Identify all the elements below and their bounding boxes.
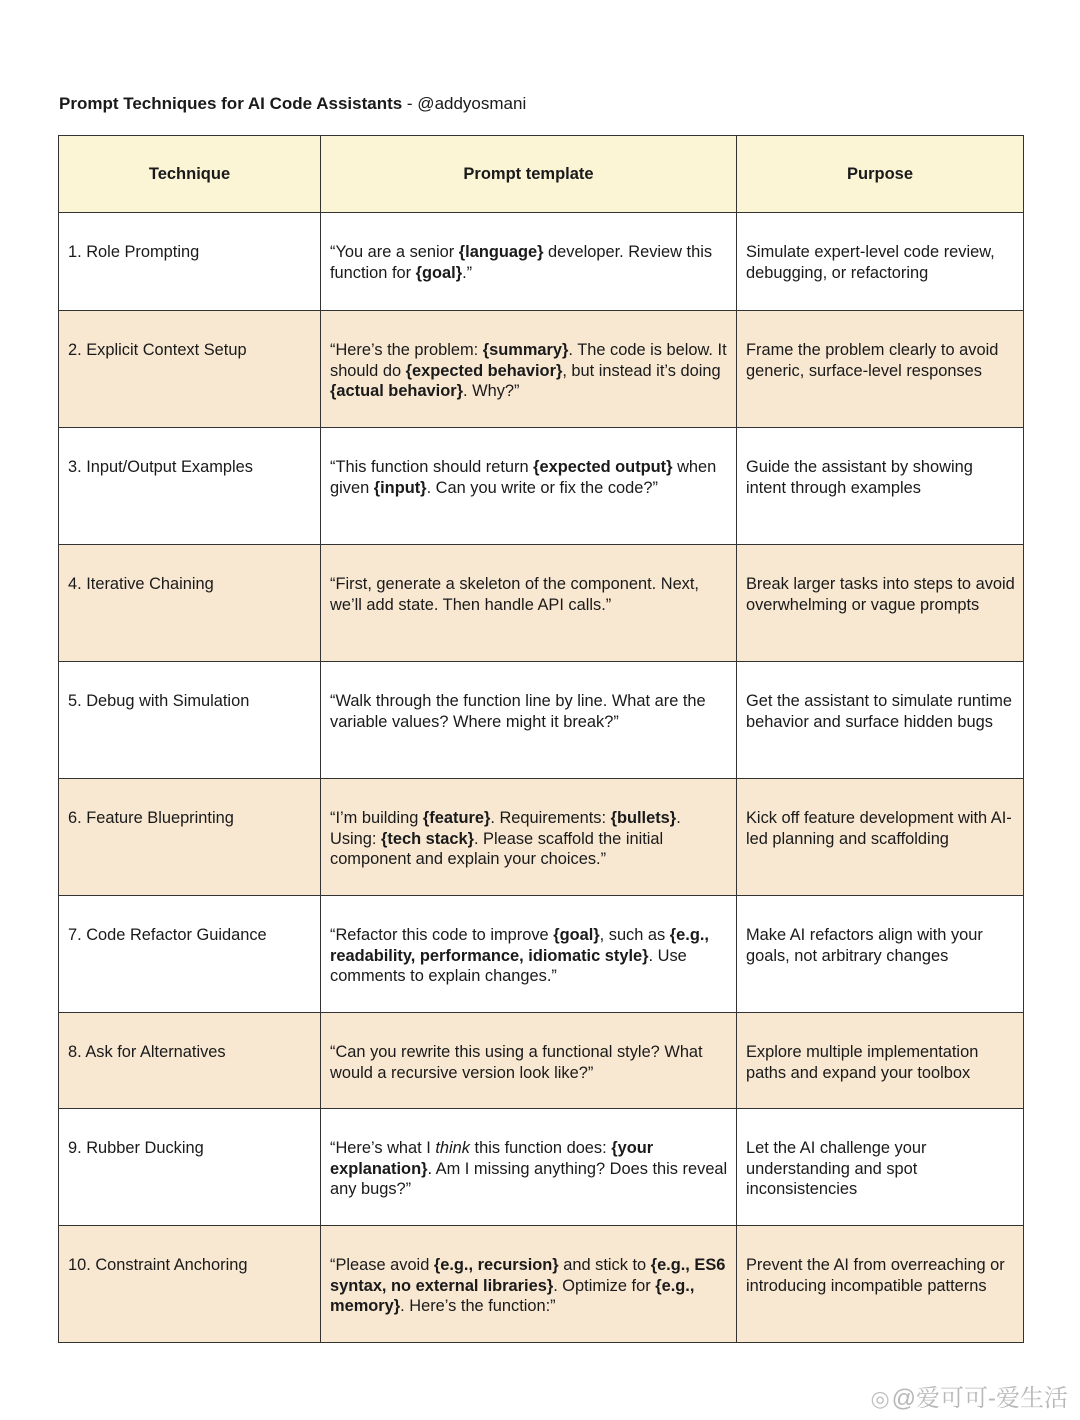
prompt-template-cell bbox=[321, 1226, 737, 1343]
template-text: . Optimize for bbox=[553, 1276, 656, 1295]
purpose-cell: Let the AI challenge your understanding and spot inconsistencies bbox=[737, 1109, 1024, 1226]
placeholder-text: {e.g., ES6 syntax, no external libraries} bbox=[330, 1256, 726, 1295]
template-text: “This function should return bbox=[330, 458, 534, 476]
prompt-template-cell bbox=[321, 428, 737, 545]
template-text: . Am I missing anything? Does this reveal any bugs?” bbox=[330, 1159, 728, 1198]
placeholder-text: {feature} bbox=[422, 809, 491, 827]
header-prompt-template: Prompt template bbox=[321, 136, 737, 213]
table-row bbox=[59, 1109, 1024, 1226]
table-row bbox=[59, 428, 1024, 545]
template-text: , but instead it’s doing bbox=[562, 361, 721, 380]
technique-cell: 1. Role Prompting bbox=[59, 213, 321, 311]
prompt-template-cell bbox=[321, 311, 737, 428]
technique-cell: 10. Constraint Anchoring bbox=[59, 1226, 321, 1343]
technique-cell: 3. Input/Output Examples bbox=[59, 428, 321, 545]
placeholder-text: {goal} bbox=[553, 926, 600, 944]
technique-cell: 2. Explicit Context Setup bbox=[59, 311, 321, 428]
technique-cell: 5. Debug with Simulation bbox=[59, 662, 321, 779]
placeholder-text: {e.g., memory} bbox=[330, 1276, 695, 1315]
purpose-cell: Explore multiple implementation paths and expand your toolbox bbox=[737, 1013, 1024, 1109]
table-row bbox=[59, 213, 1024, 311]
technique-cell: 6. Feature Blueprinting bbox=[59, 779, 321, 896]
placeholder-text: {expected behavior} bbox=[405, 361, 563, 380]
template-text: developer. Review this function for bbox=[330, 243, 713, 282]
template-text: . Requirements: bbox=[490, 809, 611, 827]
placeholder-text: {summary} bbox=[482, 341, 569, 359]
template-text: “Here’s what I bbox=[330, 1139, 436, 1157]
placeholder-text: {your explanation} bbox=[330, 1139, 654, 1178]
placeholder-text: {goal} bbox=[415, 263, 463, 282]
template-text: this function does: bbox=[470, 1139, 612, 1157]
template-text: . Can you write or fix the code?” bbox=[426, 478, 658, 497]
header-technique: Technique bbox=[59, 136, 321, 213]
template-text: . Why?” bbox=[463, 382, 520, 400]
table-row bbox=[59, 896, 1024, 1013]
technique-cell: 7. Code Refactor Guidance bbox=[59, 896, 321, 1013]
template-text: “Walk through the function line by line. What are the variable values? Where might it break?” bbox=[330, 692, 706, 731]
template-text: “I’m building bbox=[330, 809, 423, 827]
table-body bbox=[59, 213, 1024, 1343]
technique-cell: 4. Iterative Chaining bbox=[59, 545, 321, 662]
purpose-cell: Kick off feature development with AI-led planning and scaffolding bbox=[737, 779, 1024, 896]
title-suffix: - @addyosmani bbox=[402, 94, 527, 113]
template-text: “You are a senior bbox=[330, 243, 459, 261]
watermark-text: @爱可可-爱生活 bbox=[891, 1385, 1068, 1412]
template-text: “First, generate a skeleton of the component. Next, we’ll add state. Then handle API calls.” bbox=[330, 575, 699, 614]
placeholder-text: {language} bbox=[458, 243, 544, 261]
template-text: . The code is below. It should do bbox=[330, 341, 727, 380]
purpose-cell: Get the assistant to simulate runtime behavior and surface hidden bugs bbox=[737, 662, 1024, 779]
prompt-template-cell bbox=[321, 213, 737, 311]
purpose-cell: Prevent the AI from overreaching or introducing incompatible patterns bbox=[737, 1226, 1024, 1343]
placeholder-text: {expected output} bbox=[533, 458, 673, 476]
placeholder-text: {input} bbox=[373, 478, 427, 497]
table-header-row bbox=[59, 136, 1024, 213]
template-text: “Please avoid bbox=[330, 1256, 434, 1274]
purpose-cell: Frame the problem clearly to avoid generic, surface-level responses bbox=[737, 311, 1024, 428]
template-text: , such as bbox=[599, 926, 670, 944]
prompt-template-cell bbox=[321, 896, 737, 1013]
technique-cell: 8. Ask for Alternatives bbox=[59, 1013, 321, 1109]
document-title bbox=[59, 94, 526, 114]
title-bold: Prompt Techniques for AI Code Assistants bbox=[59, 94, 403, 113]
prompt-template-cell bbox=[321, 1109, 737, 1226]
emphasis-text: think bbox=[435, 1139, 470, 1157]
template-text: “Can you rewrite this using a functional style? What would a recursive version look like?” bbox=[330, 1043, 703, 1082]
template-text: and stick to bbox=[558, 1256, 651, 1274]
table-row bbox=[59, 545, 1024, 662]
template-text: . Here’s the function:” bbox=[400, 1297, 556, 1315]
template-text: .” bbox=[462, 263, 473, 282]
technique-cell: 9. Rubber Ducking bbox=[59, 1109, 321, 1226]
table-row bbox=[59, 1226, 1024, 1343]
table-row bbox=[59, 662, 1024, 779]
template-text: “Here’s the problem: bbox=[330, 341, 483, 359]
header-purpose: Purpose bbox=[737, 136, 1024, 213]
placeholder-text: {e.g., recursion} bbox=[433, 1256, 559, 1274]
prompt-template-cell bbox=[321, 662, 737, 779]
template-text: “Refactor this code to improve bbox=[330, 926, 554, 944]
placeholder-text: {tech stack} bbox=[381, 829, 474, 848]
purpose-cell: Guide the assistant by showing intent through examples bbox=[737, 428, 1024, 545]
template-text: . Using: bbox=[330, 809, 681, 848]
prompt-template-cell bbox=[321, 779, 737, 896]
techniques-table bbox=[58, 135, 1024, 1343]
prompt-template-cell bbox=[321, 545, 737, 662]
template-text: . Use comments to explain changes.” bbox=[330, 946, 687, 985]
table-row bbox=[59, 779, 1024, 896]
placeholder-text: {e.g., readability, performance, idiomatic style} bbox=[330, 926, 709, 965]
template-text: . Please scaffold the initial component and explain your choices.” bbox=[330, 829, 664, 868]
purpose-cell: Simulate expert-level code review, debugging, or refactoring bbox=[737, 213, 1024, 311]
watermark bbox=[870, 1378, 1068, 1413]
table-row bbox=[59, 311, 1024, 428]
purpose-cell: Make AI refactors align with your goals, not arbitrary changes bbox=[737, 896, 1024, 1013]
weibo-icon: ◎ bbox=[870, 1386, 890, 1411]
table-row bbox=[59, 1013, 1024, 1109]
placeholder-text: {actual behavior} bbox=[330, 382, 463, 400]
placeholder-text: {bullets} bbox=[610, 809, 677, 827]
template-text: when given bbox=[330, 458, 717, 497]
purpose-cell: Break larger tasks into steps to avoid overwhelming or vague prompts bbox=[737, 545, 1024, 662]
prompt-template-cell bbox=[321, 1013, 737, 1109]
